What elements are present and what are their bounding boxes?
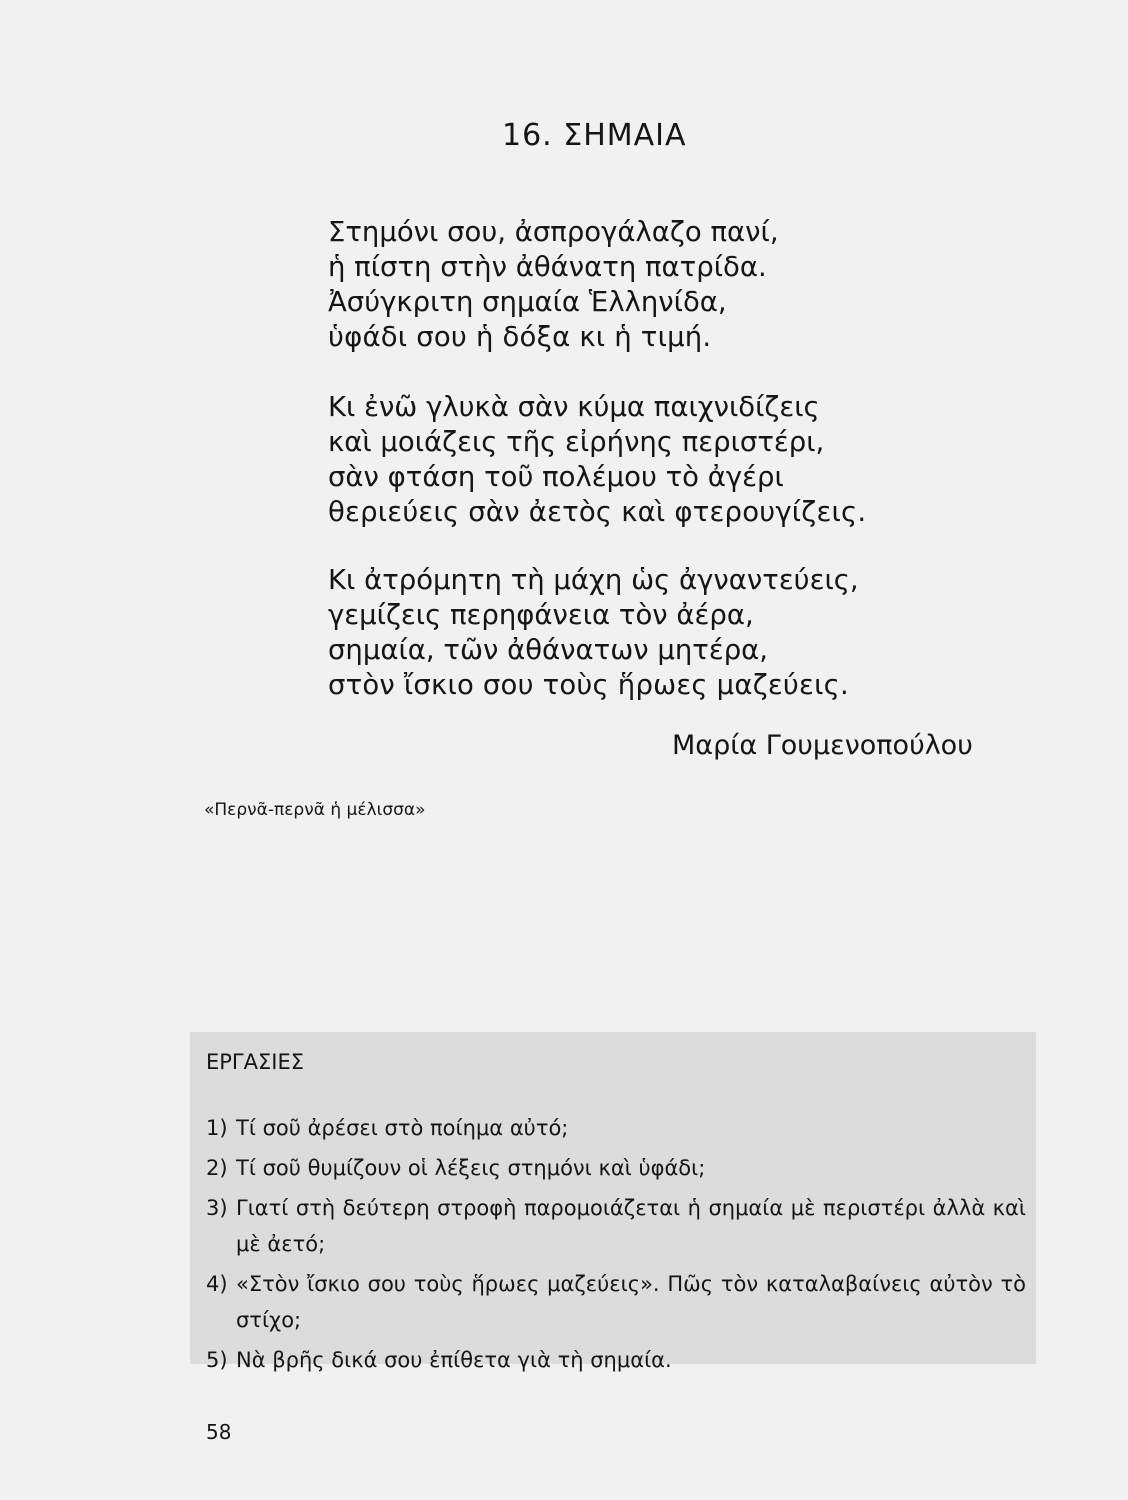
exercise-text: «Στὸν ἴσκιο σου τοὺς ἥρωες μαζεύεις». Πῶς τὸν καταλαβαίνεις αὐτὸν τὸ στίχο; [236, 1272, 1026, 1332]
poem-line: Στημόνι σου, ἀσπρογάλαζο πανί, [328, 216, 779, 248]
exercise-list [206, 1110, 1026, 1382]
exercise-number: 4) [206, 1272, 228, 1296]
exercise-number: 5) [206, 1348, 228, 1372]
poem-stanza-1 [328, 215, 779, 355]
poem-line: Ἀσύγκριτη σημαία Ἑλληνίδα, [328, 286, 727, 318]
page-title: 16. ΣΗΜΑΙΑ [502, 118, 687, 153]
exercise-text: Γιατί στὴ δεύτερη στροφὴ παρομοιάζεται ἡ σημαία μὲ περιστέρι ἀλλὰ καὶ μὲ ἀετό; [236, 1196, 1026, 1256]
poem-stanza-3 [328, 563, 859, 703]
exercise-text: Τί σοῦ ἀρέσει στὸ ποίημα αὐτό; [236, 1116, 569, 1140]
poem-line: γεμίζεις περηφάνεια τὸν ἀέρα, [328, 599, 754, 631]
poem-author: Μαρία Γουμενοπούλου [672, 730, 973, 761]
poem-line: Κι ἀτρόμητη τὴ μάχη ὡς ἀγναντεύεις, [328, 564, 859, 596]
poem-line: σημαία, τῶν ἀθάνατων μητέρα, [328, 634, 769, 666]
exercises-heading: ΕΡΓΑΣΙΕΣ [206, 1050, 304, 1074]
exercise-item [206, 1110, 1026, 1146]
exercise-item [206, 1266, 1026, 1338]
exercise-item [206, 1342, 1026, 1378]
poem-line: ἡ πίστη στὴν ἀθάνατη πατρίδα. [328, 251, 767, 283]
exercise-text: Τί σοῦ θυμίζουν οἱ λέξεις στημόνι καὶ ὑφάδι; [236, 1156, 706, 1180]
poem-line: καὶ μοιάζεις τῆς εἰρήνης περιστέρι, [328, 426, 825, 458]
exercise-item [206, 1190, 1026, 1262]
poem-line: σὰν φτάση τοῦ πολέμου τὸ ἀγέρι [328, 461, 784, 493]
poem-line: ὑφάδι σου ἡ δόξα κι ἡ τιμή. [328, 321, 712, 353]
poem-line: στὸν ἴσκιο σου τοὺς ἥρωες μαζεύεις. [328, 669, 849, 701]
poem-stanza-2 [328, 390, 866, 530]
poem-line: Κι ἐνῶ γλυκὰ σὰν κύμα παιχνιδίζεις [328, 391, 820, 423]
exercise-number: 2) [206, 1156, 228, 1180]
exercise-item [206, 1150, 1026, 1186]
exercise-text: Νὰ βρῆς δικά σου ἐπίθετα γιὰ τὴ σημαία. [236, 1348, 672, 1372]
poem-source: «Περνᾶ-περνᾶ ἡ μέλισσα» [204, 800, 426, 820]
poem-line: θεριεύεις σὰν ἀετὸς καὶ φτερουγίζεις. [328, 496, 867, 528]
exercise-number: 3) [206, 1196, 228, 1220]
exercise-number: 1) [206, 1116, 228, 1140]
page-number: 58 [206, 1420, 232, 1444]
